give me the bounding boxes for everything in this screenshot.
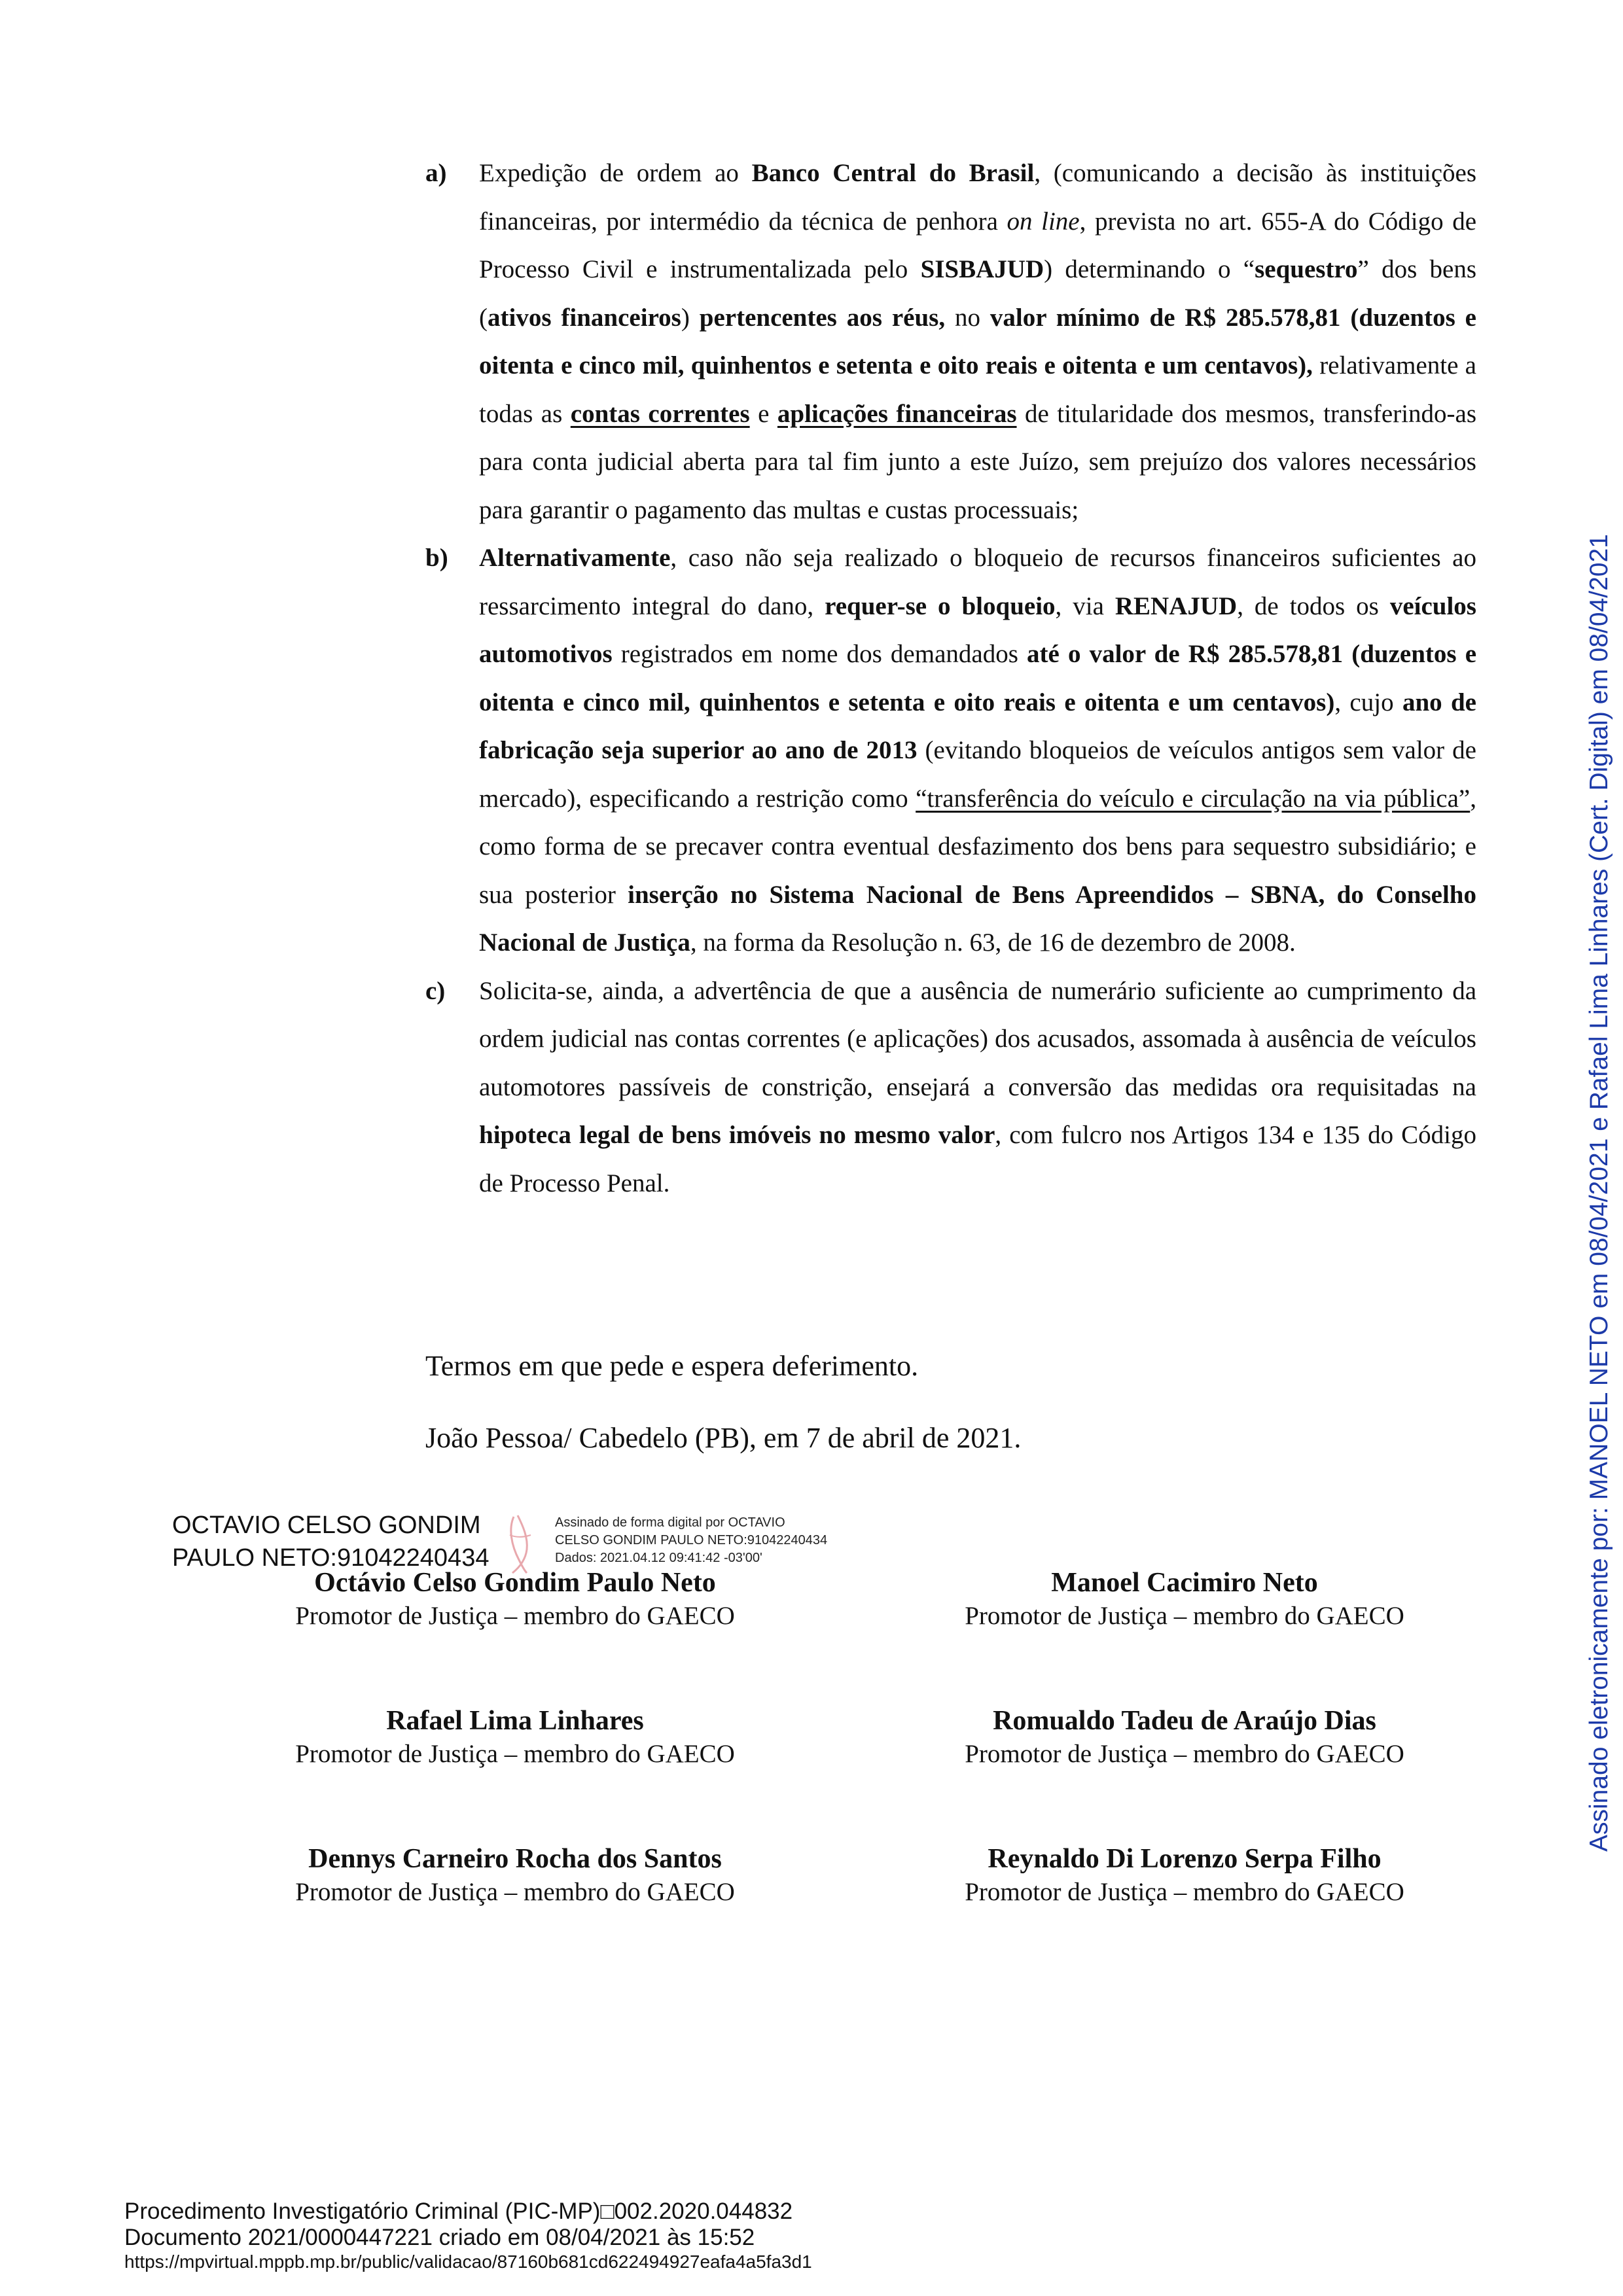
text-run: veículos automotivos [479, 592, 1476, 668]
text-run: ano de fabricação seja superior ao ano de 2013 [479, 688, 1476, 764]
signatory-block [916, 1566, 1453, 1633]
signatory-name: Manoel Cacimiro Neto [1051, 1568, 1318, 1598]
item-marker: a) [425, 159, 447, 187]
signatory-name: Octávio Celso Gondim Paulo Neto [314, 1568, 716, 1598]
signatory-block [916, 1704, 1453, 1771]
signatory-name: Dennys Carneiro Rocha dos Santos [308, 1844, 722, 1874]
signatory-block [247, 1704, 783, 1771]
text-run: , na forma da Resolução n. 63, de 16 de dezembro de 2008. [690, 928, 1296, 957]
text-run: Solicita-se, ainda, a advertência de que a ausência de numerário suficiente ao cumprimento da ordem judicial nas contas correntes (e aplicações) dos acusados, assomada à ausência de veículos automotores passíveis de constrição, ensejará a conversão das medidas ora requisitadas na [479, 976, 1476, 1101]
text-run: pertencentes aos réus, [699, 303, 946, 332]
validation-link[interactable]: https://mpvirtual.mppb.mp.br/public/validacao/87160b681cd622494927eafa4a5fa3d1 [124, 2252, 812, 2272]
text-run: relativamente a todas as [479, 351, 1476, 428]
text-run: , via [1055, 592, 1115, 620]
item-marker: b) [425, 544, 448, 572]
item-marker: c) [425, 976, 446, 1005]
item-text [479, 544, 1476, 957]
signatory-name: Romualdo Tadeu de Araújo Dias [993, 1706, 1376, 1736]
item-text [479, 159, 1476, 524]
text-run: on line [1007, 207, 1080, 236]
request-item-a [425, 149, 1476, 534]
text-run: sequestro [1255, 255, 1358, 283]
signatory-name: Rafael Lima Linhares [386, 1706, 644, 1736]
text-run: Expedição de ordem ao [479, 159, 752, 187]
text-run: registrados em nome dos demandados [612, 640, 1027, 668]
item-text [479, 977, 1476, 1197]
digital-signature-info: Assinado de forma digital por OCTAVIO CELSO GONDIM PAULO NETO:91042240434 Dados: 2021.04.12 09:41:42 -03'00' [555, 1515, 828, 1565]
digital-signature-block [172, 1509, 846, 1574]
text-run: requer-se o bloqueio [825, 592, 1056, 620]
text-run: hipoteca legal de bens imóveis no mesmo valor [479, 1121, 995, 1149]
text-run: ” dos bens ( [479, 255, 1476, 332]
document-footer [124, 2199, 812, 2273]
text-run: , cujo [1334, 688, 1402, 716]
signatory-block [247, 1842, 783, 1909]
text-run: Banco Central do Brasil [751, 159, 1035, 187]
text-run: aplicações financeiras [777, 399, 1017, 428]
procedure-id: Procedimento Investigatório Criminal (PIC-MP)□002.2020.044832 [124, 2199, 793, 2224]
text-run: (evitando bloqueios de veículos antigos sem valor de mercado), especificando a restrição como [479, 736, 1476, 813]
text-run: , com fulcro nos Artigos 134 e 135 do Código de Processo Penal. [479, 1121, 1476, 1197]
text-run: , de todos os [1237, 592, 1390, 620]
request-items-list [425, 149, 1476, 1207]
text-run: inserção no Sistema Nacional de Bens Apreendidos – SBNA, do Conselho Nacional de Justiça [479, 880, 1476, 957]
signatory-block [247, 1566, 783, 1633]
signatory-role: Promotor de Justiça – membro do GAECO [295, 1740, 735, 1768]
digital-signature-name: OCTAVIO CELSO GONDIM PAULO NETO:91042240434 [172, 1511, 490, 1572]
request-item-b [425, 534, 1476, 967]
text-run: no [945, 303, 990, 332]
text-run: Alternativamente [479, 544, 671, 572]
signatory-role: Promotor de Justiça – membro do GAECO [295, 1602, 735, 1630]
signatory-role: Promotor de Justiça – membro do GAECO [965, 1878, 1404, 1906]
text-run: ) determinando o “ [1044, 255, 1255, 283]
text-run: ativos financeiros [488, 303, 681, 332]
text-run: ) [681, 303, 700, 332]
text-run: e [749, 399, 777, 428]
text-run: , caso não seja realizado o bloqueio de recursos financeiros suficientes ao ressarcimento integral do dano, [479, 544, 1476, 620]
signatory-name: Reynaldo Di Lorenzo Serpa Filho [988, 1844, 1382, 1874]
place-and-date: João Pessoa/ Cabedelo (PB), em 7 de abril de 2021. [425, 1422, 1022, 1454]
signatory-role: Promotor de Justiça – membro do GAECO [965, 1740, 1404, 1768]
text-run: valor mínimo de R$ 285.578,81 (duzentos e oitenta e cinco mil, quinhentos e setenta e oito reais e oitenta e um centavos), [479, 303, 1476, 380]
text-run: RENAJUD [1115, 592, 1238, 620]
signatory-block [916, 1842, 1453, 1909]
text-run: SISBAJUD [920, 255, 1044, 283]
text-run: contas correntes [570, 399, 750, 428]
text-run: , como forma de se precaver contra eventual desfazimento dos bens para sequestro subsidiário; e sua posterior [479, 784, 1476, 909]
text-run: , prevista no art. 655-A do Código de Processo Civil e instrumentalizada pelo [479, 207, 1476, 283]
text-run: , (comunicando a decisão às instituições financeiras, por intermédio da técnica de penhora [479, 159, 1476, 236]
request-item-c [425, 967, 1476, 1208]
closing-request: Termos em que pede e espera deferimento. [425, 1350, 919, 1382]
text-run: de titularidade dos mesmos, transferindo-as para conta judicial aberta para tal fim junto a este Juízo, sem prejuízo dos valores necessários para garantir o pagamento das multas e custas processuais; [479, 399, 1477, 524]
text-run: até o valor de R$ 285.578,81 (duzentos e oitenta e cinco mil, quinhentos e setenta e oito reais e oitenta e um centavos) [479, 640, 1477, 716]
text-run: “transferência do veículo e circulação na via pública” [916, 784, 1471, 813]
signatory-role: Promotor de Justiça – membro do GAECO [965, 1602, 1404, 1630]
document-id: Documento 2021/0000447221 criado em 08/04/2021 às 15:52 [124, 2225, 755, 2250]
electronic-signature-stamp: Assinado eletronicamente por: MANOEL NETO em 08/04/2021 e Rafael Lima Linhares (Cert. Digital) em 08/04/2021 [1585, 534, 1613, 1852]
signatory-role: Promotor de Justiça – membro do GAECO [295, 1878, 735, 1906]
